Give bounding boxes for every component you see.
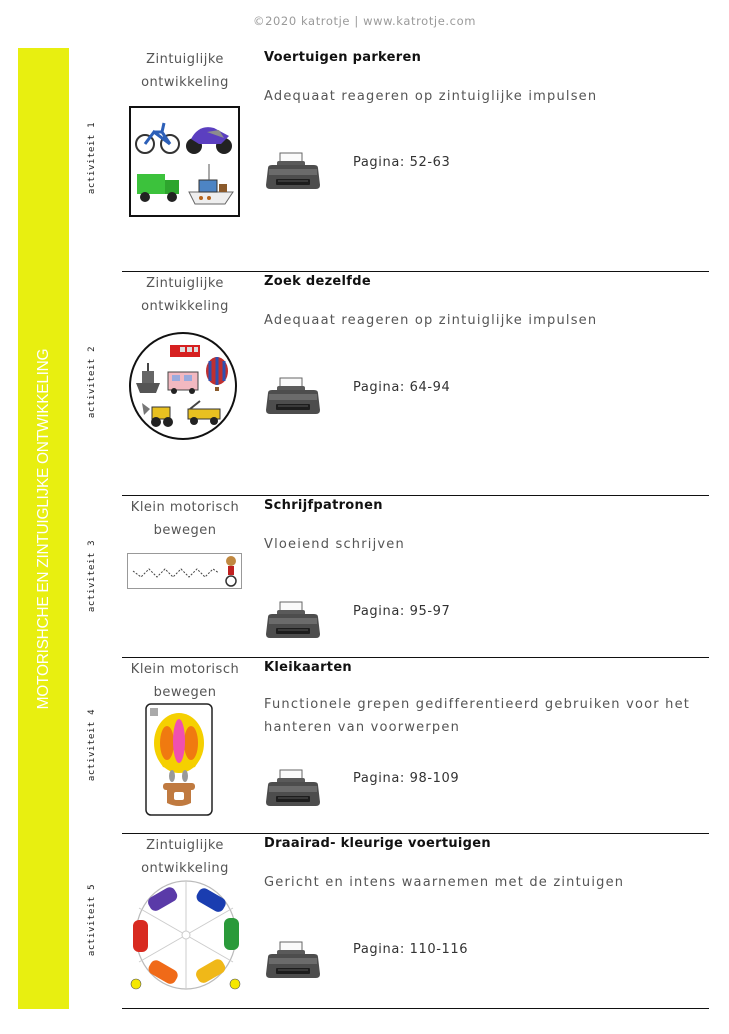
activity-title: Schrijfpatronen	[264, 498, 383, 513]
page-reference: Pagina: 52-63	[353, 155, 451, 170]
vehicles-circle-thumbnail	[128, 331, 238, 441]
page-reference: Pagina: 95-97	[353, 604, 451, 619]
category-line: bewegen	[153, 685, 217, 700]
activity-description: Functionele grepen gedifferentieerd gebruiken voor het hanteren van voorwerpen	[264, 697, 691, 735]
category-line: Zintuiglijke	[146, 838, 224, 853]
category-line: ontwikkeling	[141, 861, 229, 876]
printer-icon[interactable]	[264, 377, 322, 417]
activity-title: Kleikaarten	[264, 660, 352, 675]
section-title: MOTORISHCHE EN ZINTUIGLIJKE ONTWIKKELING	[34, 348, 52, 709]
activity-label-text: activiteit 1	[87, 121, 97, 195]
printer-icon[interactable]	[264, 601, 322, 641]
category-line: bewegen	[153, 523, 217, 538]
category-line: ontwikkeling	[141, 299, 229, 314]
section-sidebar	[18, 48, 69, 1009]
activity-title: Draairad- kleurige voertuigen	[264, 836, 491, 851]
printer-icon[interactable]	[264, 941, 322, 981]
activity-category	[122, 272, 248, 318]
activity-title: Zoek dezelfde	[264, 274, 371, 289]
activity-label-text: activiteit 4	[87, 708, 97, 782]
category-line: ontwikkeling	[141, 75, 229, 90]
activity-category	[122, 834, 248, 880]
activity-title: Voertuigen parkeren	[264, 50, 422, 65]
activity-category	[122, 48, 248, 94]
zigzag-pattern-thumbnail	[127, 553, 242, 589]
balloon-clay-thumbnail	[145, 703, 213, 816]
activity-description: Gericht en intens waarnemen met de zintuigen	[264, 875, 625, 890]
category-line: Zintuiglijke	[146, 52, 224, 67]
activity-description: Adequaat reageren op zintuiglijke impulsen	[264, 89, 598, 104]
page-reference: Pagina: 98-109	[353, 771, 460, 786]
vehicles-grid-thumbnail	[129, 106, 240, 217]
copyright-footer: ©2020 katrotje | www.katrotje.com	[252, 14, 477, 28]
printer-icon[interactable]	[264, 769, 322, 809]
activity-category	[122, 658, 248, 704]
activity-label-text: activiteit 2	[87, 345, 97, 419]
page-reference: Pagina: 64-94	[353, 380, 451, 395]
category-line: Klein motorisch	[130, 500, 240, 515]
activity-description: Adequaat reageren op zintuiglijke impulsen	[264, 313, 598, 328]
category-line: Klein motorisch	[130, 662, 240, 677]
printer-icon[interactable]	[264, 152, 322, 192]
activity-category	[122, 496, 248, 542]
activity-label-text: activiteit 5	[87, 883, 97, 957]
activity-description: Vloeiend schrijven	[264, 537, 405, 552]
activity-label-text: activiteit 3	[87, 539, 97, 613]
color-wheel-thumbnail	[126, 880, 246, 992]
category-line: Zintuiglijke	[146, 276, 224, 291]
row-divider	[122, 1008, 709, 1009]
page-reference: Pagina: 110-116	[353, 942, 469, 957]
